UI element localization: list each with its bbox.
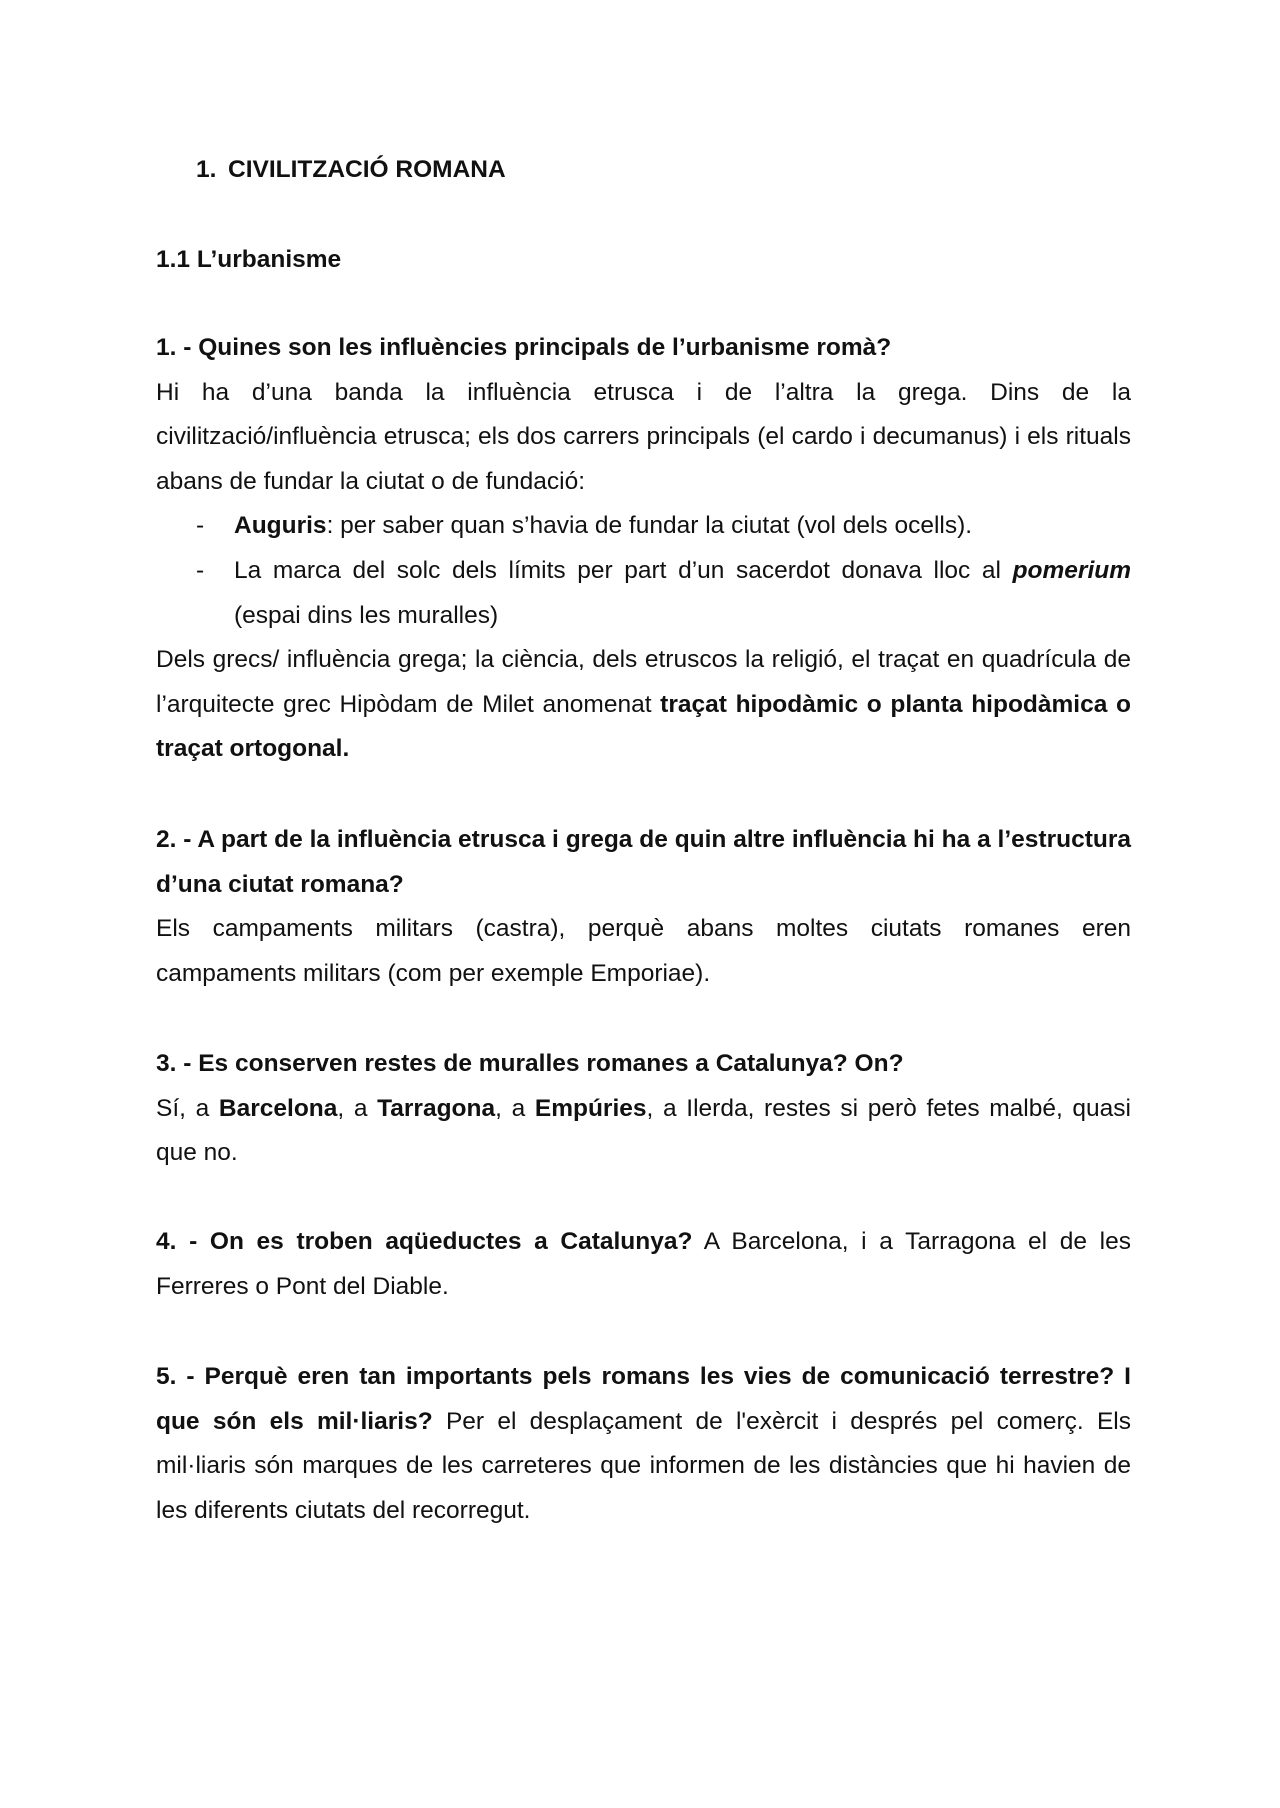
question-2: 2. - A part de la influència etrusca i grega de quin altre influència hi ha a l’estructura d’una ciutat romana? xyxy=(156,826,1131,898)
empuries-term: Empúries xyxy=(534,1094,647,1122)
answer-1-intro: Hi ha d’una banda la influència etrusca i de l’altra la grega. Dins de la civilització/influència etrusca; els dos carrers principals (el cardo i decumanus) i els rituals abans de fundar la ciutat o de fundació: xyxy=(156,378,1131,495)
list-item xyxy=(156,549,1131,638)
answer-5: Per el desplaçament de l'exèrcit i després pel comerç. Els mil·liaris són marques de les carreteres que informen de les distàncies que hi havien de les diferents ciutats del recorregut. xyxy=(156,1407,1132,1524)
question-4: 4. - On es troben aqüeductes a Catalunya? xyxy=(156,1228,693,1255)
pomerium-description-post: (espai dins les muralles) xyxy=(234,601,499,629)
question-block-4 xyxy=(156,1220,1131,1309)
barcelona-term: Barcelona xyxy=(218,1094,338,1122)
pomerium-description-pre: La marca del solc dels límits per part d’un sacerdot donava lloc al xyxy=(234,556,1013,584)
rituals-list xyxy=(156,504,1131,638)
question-1: 1. - Quines son les influències principals de l’urbanisme romà? xyxy=(156,334,892,361)
section-heading: 1.1 L’urbanisme xyxy=(156,246,342,273)
greek-influence-paragraph xyxy=(156,638,1131,772)
question-block-3 xyxy=(156,1042,1131,1176)
answer-2: Els campaments militars (castra), perquè abans moltes ciutats romanes eren campaments militars (com per exemple Emporiae). xyxy=(156,915,1131,987)
question-5: 5. - Perquè eren tan importants pels romans les vies de comunicació terrestre? I que són els mil·liaris? xyxy=(156,1363,1131,1435)
bullet-dash: - xyxy=(196,556,205,584)
answer-3-text: , a xyxy=(495,1094,535,1122)
list-item xyxy=(156,504,1131,549)
tarragona-term: Tarragona xyxy=(377,1094,496,1122)
question-5-paragraph xyxy=(156,1355,1131,1533)
answer-3-text: , a xyxy=(337,1094,378,1122)
answer-3 xyxy=(156,1087,1131,1176)
auguris-term: Auguris xyxy=(234,512,327,540)
question-block-1 xyxy=(156,326,1131,772)
question-3: 3. - Es conserven restes de muralles romanes a Catalunya? On? xyxy=(156,1050,904,1077)
hippodamian-plan-term: traçat hipodàmic o planta hipodàmica o traçat ortogonal. xyxy=(156,690,1131,763)
greek-influence-text: Dels grecs/ influència grega; la ciència, dels etruscos la religió, el traçat en quadrícula de l’arquitecte grec Hipòdam de Milet anomenat xyxy=(156,646,1131,718)
question-4-paragraph xyxy=(156,1220,1131,1309)
pomerium-term: pomerium xyxy=(1012,556,1131,584)
auguris-description: : per saber quan s’havia de fundar la ciutat (vol dels ocells). xyxy=(326,512,973,540)
question-block-2 xyxy=(156,818,1131,996)
answer-3-text: , a Ilerda, restes si però fetes malbé, quasi que no. xyxy=(156,1094,1131,1167)
bullet-dash: - xyxy=(196,512,205,540)
answer-3-text: Sí, a xyxy=(156,1094,219,1122)
title-number: 1. xyxy=(196,156,217,183)
answer-4: A Barcelona, i a Tarragona el de les Ferreres o Pont del Diable. xyxy=(156,1228,1131,1300)
title-text: CIVILITZACIÓ ROMANA xyxy=(228,156,506,183)
question-block-5 xyxy=(156,1355,1131,1533)
document-title xyxy=(156,148,506,193)
